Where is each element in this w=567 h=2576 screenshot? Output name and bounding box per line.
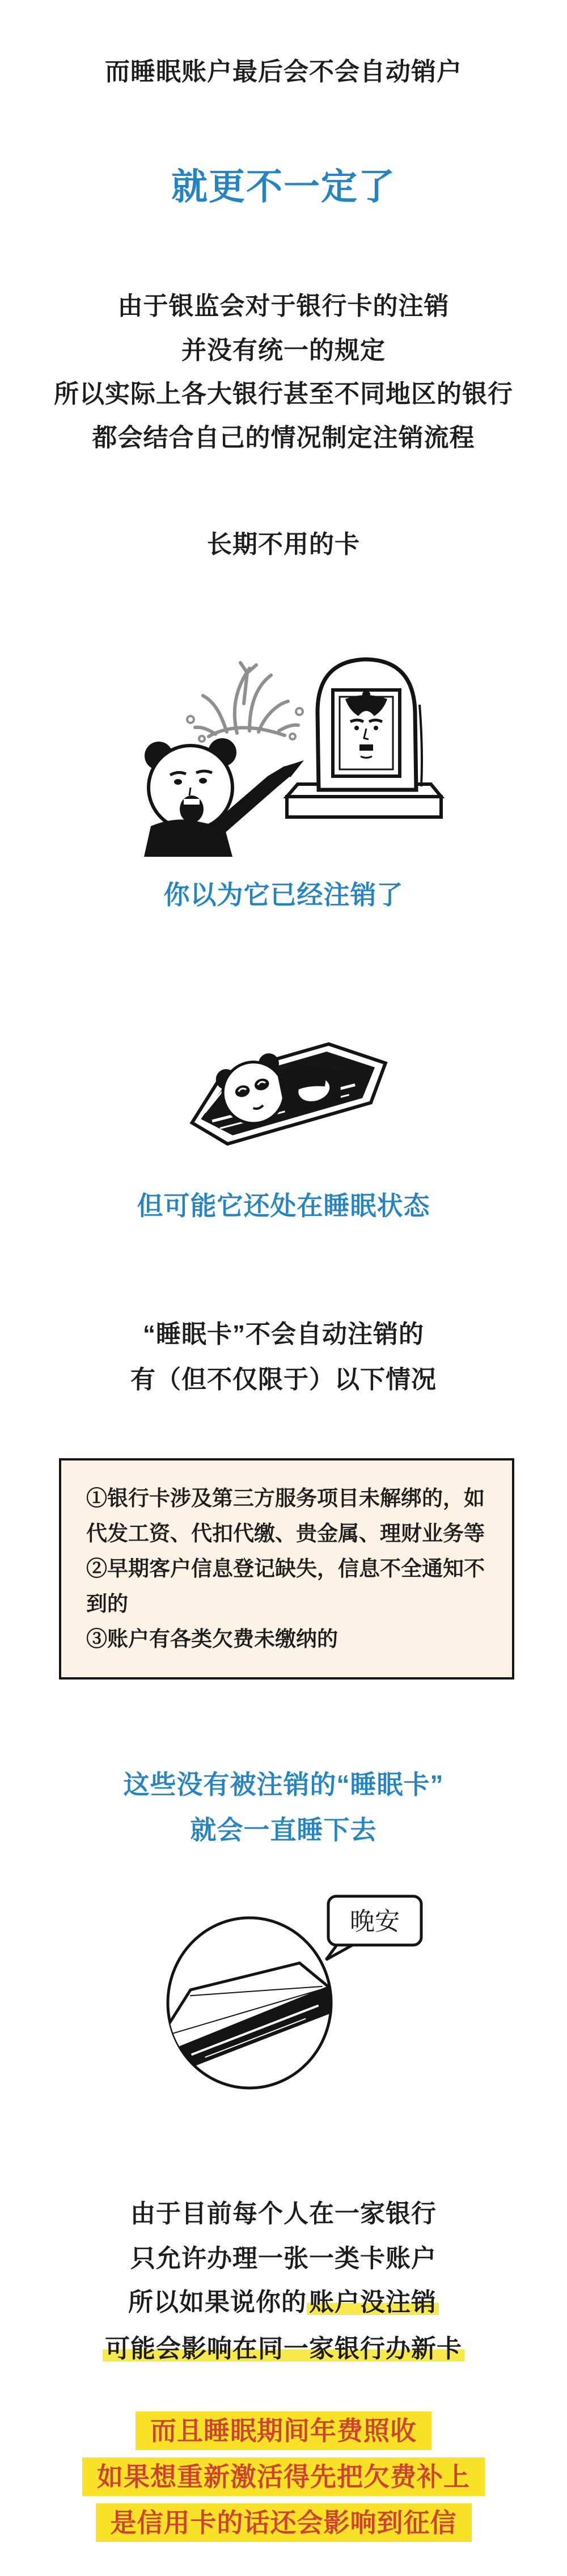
warning-3: 是信用卡的话还会影响到征信 [96,2503,472,2542]
reasons-info-box [59,1458,514,1680]
info-box-line5: ③账户有各类欠费未缴纳的 [86,1627,338,1651]
info-box-line2: 代发工资、代扣代缴、贵金属、理财业务等 [86,1522,485,1545]
speech-bubble [326,1896,421,1960]
info-box-line4: 到的 [86,1592,128,1615]
para3-line4-highlighted: 可能会影响在同一家银行办新卡 [103,2335,464,2363]
para3-line1: 由于目前每个人在一家银行 [130,2200,437,2228]
para1-line4: 都会结合自己的情况制定注销流程 [92,424,475,452]
para1-line3: 所以实际上各大银行甚至不同地区的银行 [54,380,513,408]
closed-coffin-in-magnifier-meme [156,1889,434,2099]
para3-line3 [0,2285,567,2320]
info-box-line3: ②早期客户信息登记缺失，信息不全通知不 [86,1557,485,1580]
open-coffin-icon [179,1023,395,1152]
para2-line2: 有（但不仅限于）以下情况 [130,1366,437,1394]
panda-sleeping-in-open-coffin-meme [179,1001,403,1169]
warning-blocks [0,2411,567,2549]
tombstone-icon [318,659,422,790]
warning-2: 如果想重新激活得先把欠费补上 [82,2457,485,2496]
para3-line2: 只允许办理一张一类卡账户 [130,2245,437,2272]
para3-line3-highlighted: 账户没注销 [307,2288,439,2316]
para2-line1: “睡眠卡”不会自动注销的 [143,1320,424,1348]
panda-pointing-at-tombstone-meme [136,635,459,857]
grass-icon [187,663,303,742]
caption-3-line2: 就会一直睡下去 [190,1815,377,1845]
warning-1: 而且睡眠期间年费照收 [136,2411,431,2450]
panda-head-man-icon [144,738,304,857]
caption-1: 你以为它已经注销了 [163,880,404,910]
headline-blue: 就更不一定了 [171,166,396,207]
info-box-line1: ①银行卡涉及第三方服务项目未解绑的，如 [86,1487,485,1510]
caption-2: 但可能它还处在睡眠状态 [137,1191,430,1220]
para1-line1: 由于银监会对于银行卡的注销 [117,292,450,320]
para3-line3-regular: 所以如果说你的 [128,2288,307,2316]
intro-line: 而睡眠账户最后会不会自动销户 [105,58,462,86]
bubble-text: 晚安 [350,1908,400,1935]
para1-line2: 并没有统一的规定 [181,336,386,364]
caption-3-line1: 这些没有被注销的“睡眠卡” [123,1770,444,1799]
para3-line4 [0,2332,567,2366]
card-label: 长期不用的卡 [207,531,360,558]
